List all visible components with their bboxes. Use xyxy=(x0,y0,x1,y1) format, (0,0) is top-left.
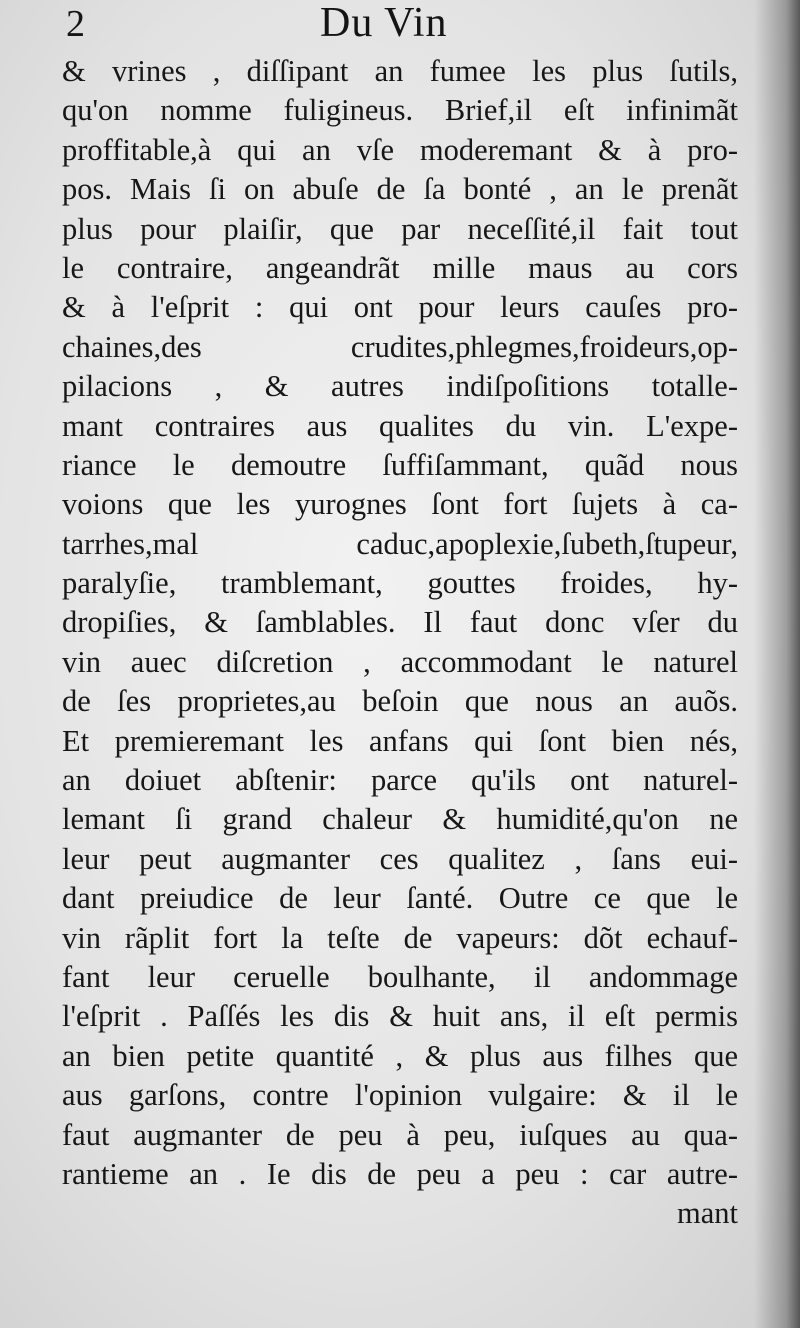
body-text xyxy=(62,52,738,1234)
catchword: mant xyxy=(677,1196,738,1231)
text-line: & à l'eſprit : qui ont pour leurs cauſes pro- xyxy=(62,290,738,325)
text-line: rantieme an . Ie dis de peu a peu : car autre- xyxy=(62,1156,738,1191)
text-line: leur peut augmanter ces qualitez , ſans eui- xyxy=(62,841,738,876)
text-line: qu'on nomme fuligineus. Brief,il eſt infinimãt xyxy=(62,93,738,128)
text-line: aus garſons, contre l'opinion vulgaire: & il le xyxy=(62,1078,738,1113)
text-line: dant preiudice de leur ſanté. Outre ce que le xyxy=(62,881,738,916)
text-line: de ſes proprietes,au beſoin que nous an auõs. xyxy=(62,684,738,719)
text-line: riance le demoutre ſuffiſammant, quãd nous xyxy=(62,447,738,482)
text-line: l'eſprit . Paſſés les dis & huit ans, il eſt permis xyxy=(62,999,738,1034)
text-line: pilacions , & autres indiſpoſitions totalle- xyxy=(62,369,738,404)
text-line: vin auec diſcretion , accommodant le naturel xyxy=(62,644,738,679)
text-line: an bien petite quantité , & plus aus filhes que xyxy=(62,1038,738,1073)
text-line: proffitable,à qui an vſe moderemant & à pro- xyxy=(62,132,738,167)
text-line: tarrhes,mal caduc,apoplexie,ſubeth,ſtupeur, xyxy=(62,526,738,561)
text-line: vin rãplit fort la teſte de vapeurs: dõt echauf- xyxy=(62,920,738,955)
text-line: plus pour plaiſir, que par neceſſité,il fait tout xyxy=(62,211,738,246)
running-title: Du Vin xyxy=(320,0,448,46)
text-line: an doiuet abſtenir: parce qu'ils ont naturel- xyxy=(62,763,738,798)
text-line: voions que les yurognes ſont fort ſujets à ca- xyxy=(62,487,738,522)
text-line: dropiſies, & ſamblables. Il faut donc vſer du xyxy=(62,605,738,640)
text-line: le contraire, angeandrãt mille maus au cors xyxy=(62,250,738,285)
text-line: fant leur ceruelle boulhante, il andommage xyxy=(62,959,738,994)
text-line: Et premieremant les anfans qui ſont bien nés, xyxy=(62,723,738,758)
text-line: paralyſie, tramblemant, gouttes froides, hy- xyxy=(62,566,738,601)
text-line: lemant ſi grand chaleur & humidité,qu'on ne xyxy=(62,802,738,837)
page-header xyxy=(0,0,800,52)
text-line: faut augmanter de peu à peu, iuſques au qua- xyxy=(62,1117,738,1152)
text-line: chaines,des crudites,phlegmes,froideurs,op- xyxy=(62,329,738,364)
text-line: pos. Mais ſi on abuſe de ſa bonté , an le prenãt xyxy=(62,172,738,207)
text-line: mant contraires aus qualites du vin. L'expe- xyxy=(62,408,738,443)
text-line: & vrines , diſſipant an fumee les plus ſutils, xyxy=(62,54,738,88)
page-number: 2 xyxy=(66,3,85,45)
page-edge-shadow xyxy=(754,0,800,1328)
